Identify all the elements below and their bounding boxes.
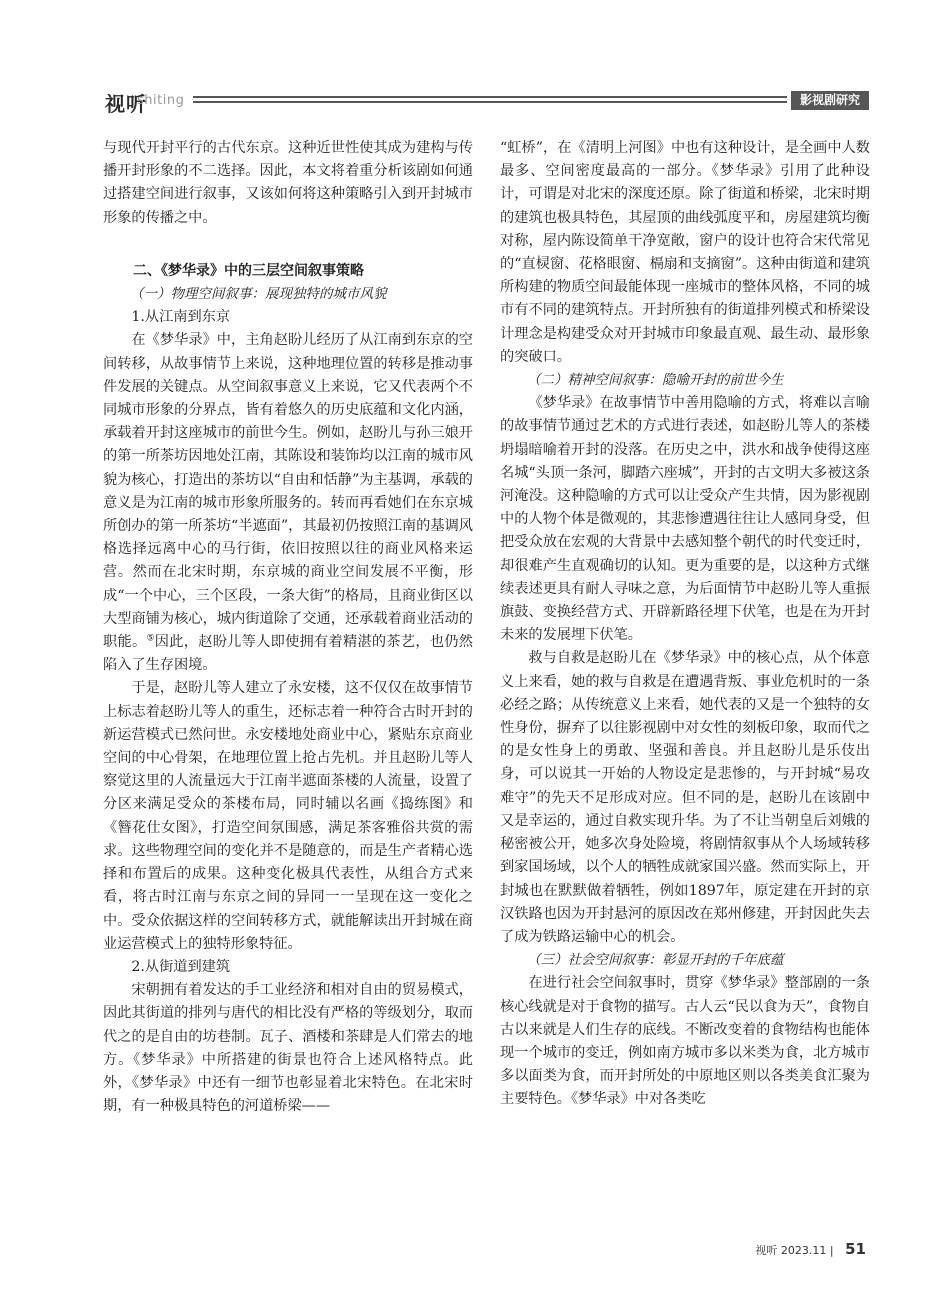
footnote-ref: ⑤: [146, 633, 155, 644]
page-header: [105, 88, 869, 114]
header-rule: [193, 96, 787, 103]
paragraph: “虹桥”，在《清明上河图》中也有这种设计，是全画中人数最多、空间密度最高的一部分。《梦华录》引用了此种设计，可谓是对北宋的深度还原。除了街道和桥梁，北宋时期的建筑也极具特色，其屋顶的曲线弧度平和，房屋建筑均衡对称，屋内陈设简单干净宽敞，窗户的设计也符合宋代常见的“直棂窗、花格眼窗、槅扇和支摘窗”。这种由街道和建筑所构建的物质空间最能体现一座城市的整体风格，不同的城市有不同的建筑特点。开封所独有的街道排列模式和桥梁设计理念是构建受众对开封城市印象最直观、最生动、最形象的突破口。: [500, 140, 870, 365]
right-column: [500, 137, 870, 1112]
paragraph: 在进行社会空间叙事时，贯穿《梦华录》整部剧的一条核心线就是对于食物的描写。古人云“民以食为天”，食物自古以来就是人们生存的底线。不断改变着的食物结构也能体现一个城市的变迁，例如南方城市多以米类为食，北方城市多以面类为食，而开封所处的中原地区则以各类美食汇聚为主要特色。《梦华录》中对各类吃: [500, 975, 870, 1108]
subsubsection-heading: 2.从街道到建筑: [131, 958, 231, 975]
section-gap: [103, 230, 473, 260]
paragraph: 于是，赵盼儿等人建立了永安楼，这不仅仅在故事情节上标志着赵盼儿等人的重生，还标志着一种符合古时开封的新运营模式已然问世。永安楼地处商业中心，紧贴东京商业空间的中心骨架，在地理位置上抢占先机。并且赵盼儿等人察觉这里的人流量远大于江南半遮面茶楼的人流量，设置了分区来满足受众的茶楼布局，同时辅以名画《捣练图》和《簪花仕女图》，打造空间氛围感，满足茶客雅俗共赏的需求。这些物理空间的变化并不是随意的，而是生产者精心选择和布置后的成果。这种变化极具代表性，从组合方式来看，将古时江南与东京之间的异同一一呈现在这一变化之中。受众依据这样的空间转移方式，就能解读出开封城在商业运营模式上的独特形象特征。: [103, 680, 473, 952]
section-label: 影视剧研究: [791, 91, 869, 110]
paragraph: 救与自救是赵盼儿在《梦华录》中的核心点，从个体意义上来看，她的救与自救是在遭遇背叛、事业危机时的一条必经之路；从传统意义上来看，她代表的又是一个独特的女性身份，摒弃了以往影视剧中对女性的刻板印象，取而代之的是女性身上的勇敢、坚强和善良。并且赵盼儿是乐伎出身，可以说其一开始的人物设定是悲惨的，与开封城“易攻难守”的先天不足形成对应。但不同的是，赵盼儿在该剧中又是幸运的，通过自救实现升华。为了不让当朝皇后刘娥的秘密被公开，她多次身处险境，将剧情叙事从个人场域转移到家国场域，以个人的牺牲成就家国兴盛。然而实际上，开封城也在默默做着牺牲，例如1897年，原定建在开封的京汉铁路也因为开封悬河的原因改在郑州修建，开封因此失去了成为铁路运输中心的机会。: [500, 650, 870, 945]
journal-logo-pinyin: shiting: [137, 93, 185, 108]
subsection-heading: （三）社会空间叙事：彰显开封的千年底蕴: [527, 952, 784, 969]
left-column: [103, 137, 473, 1118]
paragraph-text: 在《梦华录》中，主角赵盼儿经历了从江南到东京的空间转移，从故事情节上来说，这种地理位置的转移是推动事件发展的关键点。从空间叙事意义上来说，它又代表两个不同城市形象的分界点，皆有着悠久的历史底蕴和文化内涵，承载着开封这座城市的前世今生。例如，赵盼儿与孙三娘开的第一所茶坊因地处江南，其陈设和装饰均以江南的城市风貌为核心，打造出的茶坊以“自由和恬静”为主基调，承载的意义是为江南的城市形象所服务的。转而再看她们在东京城所创办的第一所茶坊“半遮面”，其最初仍按照江南的基调风格选择远离中心的马行街，依旧按照以往的商业风格来运营。然而在北宋时期，东京城的商业空间发展不平衡，形成“一个中心，三个区段，一条大街”的格局，且商业街区以大型商铺为核心，城内街道除了交通，还承载着商业活动的职能。: [103, 332, 473, 651]
subsection-heading: （一）物理空间叙事：展现独特的城市风貌: [130, 286, 387, 303]
paragraph-text: 因此，赵盼儿等人即使拥有着精湛的茶艺，也仍然陷入了生存困境。: [103, 634, 473, 674]
paragraph: 《梦华录》在故事情节中善用隐喻的方式，将难以言喻的故事情节通过艺术的方式进行表述，如赵盼儿等人的茶楼坍塌暗喻着开封的没落。在历史之中，洪水和战争使得这座名城“头顶一条河，脚踏六座城”，开封的古文明大多被这条河淹没。这种隐喻的方式可以让受众产生共情，因为影视剧中的人物个体是微观的，其悲惨遭遇往往让人感同身受，但把受众放在宏观的大背景中去感知整个朝代的时代变迁时，却很难产生直观确切的认知。更为重要的是，以这种方式继续表述更具有耐人寻味之意，为后面情节中赵盼儿等人重振旗鼓、变换经营方式、开辟新路径埋下伏笔，也是在为开封未来的发展埋下伏笔。: [500, 395, 870, 644]
footer-separator: |: [829, 1244, 834, 1257]
journal-logo: 视听: [105, 92, 147, 116]
paragraph: [103, 329, 473, 677]
page-number: 51: [845, 1240, 866, 1258]
section-heading: 二、《梦华录》中的三层空间叙事策略: [133, 262, 364, 279]
footer-journal: 视听: [755, 1244, 778, 1257]
subsection-heading: （二）精神空间叙事：隐喻开封的前世今生: [527, 372, 784, 389]
page-footer: [755, 1240, 866, 1258]
paragraph: 与现代开封平行的古代东京。这种近世性使其成为建构与传播开封形象的不二选择。因此，本文将着重分析该剧如何通过搭建空间进行叙事，又该如何将这种策略引入到开封城市形象的传播之中。: [103, 140, 473, 226]
footer-issue: 2023.11: [780, 1244, 827, 1257]
paragraph: 宋朝拥有着发达的手工业经济和相对自由的贸易模式，因此其街道的排列与唐代的相比没有严格的等级划分，取而代之的是自由的坊巷制。瓦子、酒楼和茶肆是人们常去的地方。《梦华录》中所搭建的街景也符合上述风格特点。此外，《梦华录》中还有一细节也彰显着北宋特色。在北宋时期，有一种极具特色的河道桥梁——: [103, 982, 473, 1115]
subsubsection-heading: 1.从江南到东京: [131, 309, 231, 326]
